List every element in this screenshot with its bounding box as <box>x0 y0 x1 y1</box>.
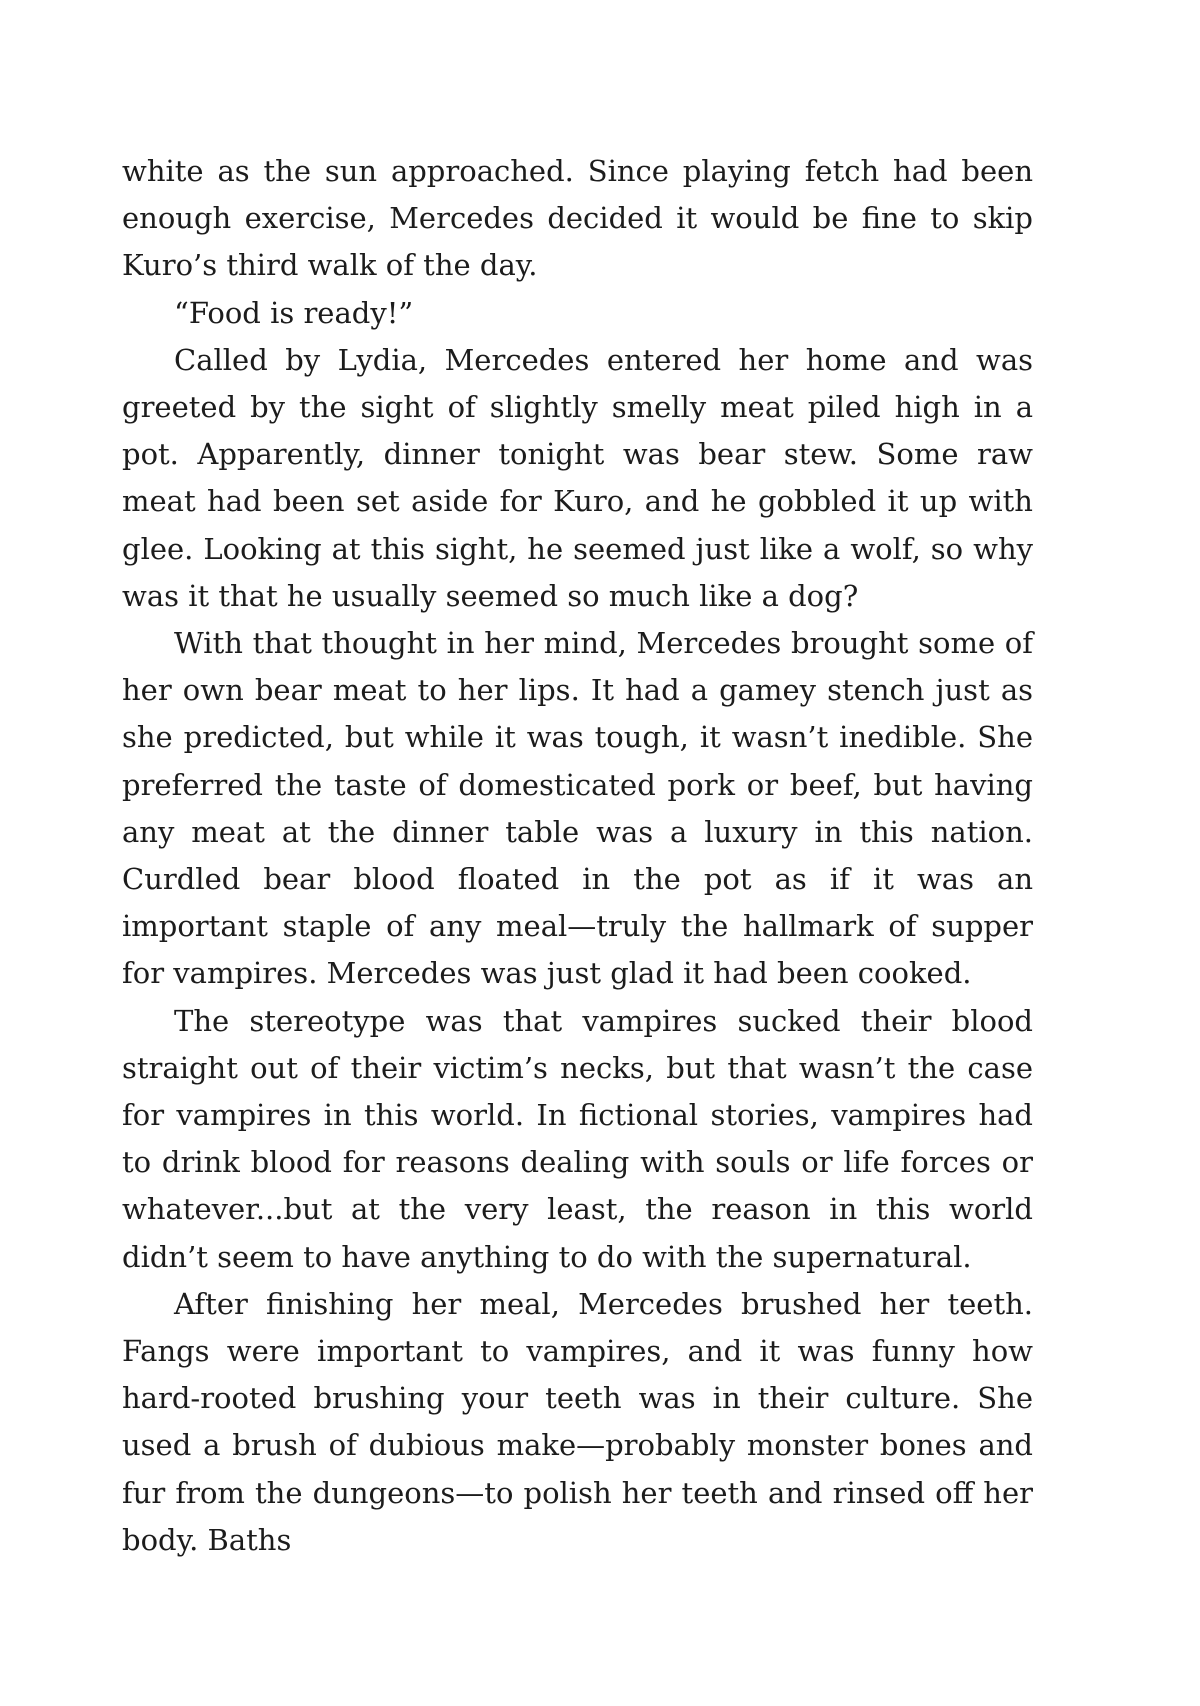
paragraph-dialogue: “Food is ready!” <box>174 295 414 330</box>
paragraph-continued: white as the sun approached. Since playing fetch had been enough exercise, Mercedes decided it would be fine to skip Kuro’s third walk of the day. <box>122 154 1033 283</box>
paragraph-bear-meat: With that thought in her mind, Mercedes brought some of her own bear meat to her lips. It had a gamey stench just as she predicted, but while it was tough, it wasn’t inedible. She preferred the taste of domesticated pork or beef, but having any meat at the dinner table was a luxury in this nation. Curdled bear blood floated in the pot as if it was an important staple of any meal—truly the hallmark of supper for vampires. Mercedes was just glad it had been cooked. <box>122 626 1033 991</box>
paragraph-stereotype: The stereotype was that vampires sucked their blood straight out of their victim’s necks, but that wasn’t the case for vampires in this world. In fictional stories, vampires had to drink blood for reasons dealing with souls or life forces or whatever...but at the very least, the reason in this world didn’t seem to have anything to do with the supernatural. <box>122 1003 1033 1274</box>
book-page-text <box>122 148 1033 1564</box>
paragraph-dinner: Called by Lydia, Mercedes entered her home and was greeted by the sight of slightly smelly meat piled high in a pot. Apparently, dinner tonight was bear stew. Some raw meat had been set aside for Kuro, and he gobbled it up with glee. Looking at this sight, he seemed just like a wolf, so why was it that he usually seemed so much like a dog? <box>122 342 1033 613</box>
paragraph-brushing: After finishing her meal, Mercedes brushed her teeth. Fangs were important to vampires, and it was funny how hard-rooted brushing your teeth was in their culture. She used a brush of dubious make—probably monster bones and fur from the dungeons—to polish her teeth and rinsed off her body. Baths <box>122 1286 1033 1557</box>
